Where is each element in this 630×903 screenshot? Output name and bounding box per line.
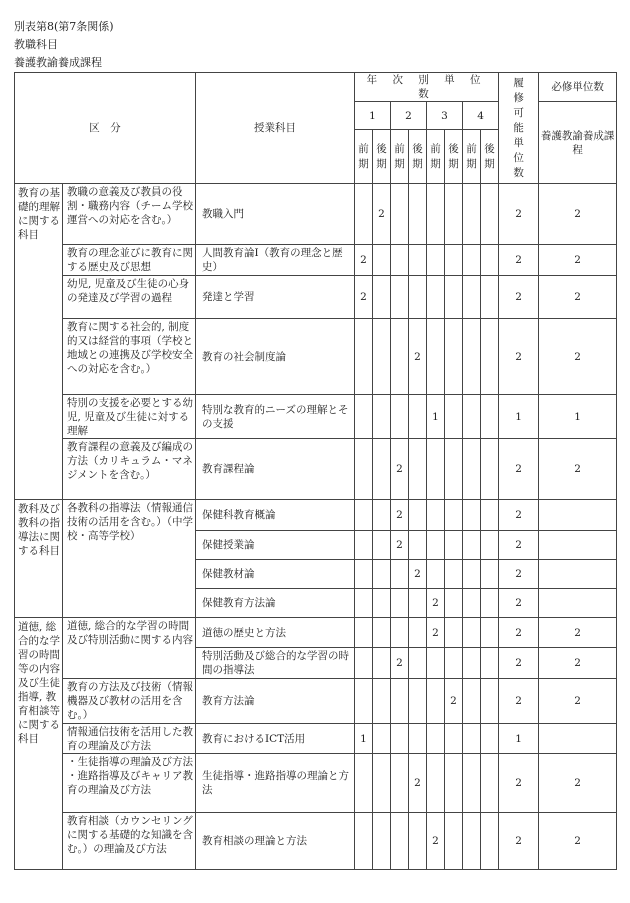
category-cell: 教育の基礎的理解に関する科目	[15, 184, 63, 500]
semester-credit	[481, 439, 499, 500]
semester-credit	[481, 245, 499, 276]
item-description: ・生徒指導の理論及び方法 ・進路指導及びキャリア教育の理論及び方法	[63, 754, 196, 813]
required-credits: 1	[539, 395, 617, 439]
subject-name: 保健教材論	[196, 560, 355, 589]
header-subject: 授業科目	[196, 73, 355, 184]
semester-credit	[355, 395, 373, 439]
semester-credit	[373, 754, 391, 813]
semester-credit	[373, 560, 391, 589]
semester-credit	[427, 754, 445, 813]
semester-credit	[391, 724, 409, 754]
semester-credit: 2	[409, 560, 427, 589]
semester-credit	[373, 245, 391, 276]
semester-credit	[463, 439, 481, 500]
semester-credit	[409, 500, 427, 531]
semester-credit	[427, 439, 445, 500]
table-row	[15, 439, 617, 500]
required-credits: 2	[539, 618, 617, 648]
semester-credit	[463, 184, 481, 245]
semester-credit	[463, 245, 481, 276]
available-credits: 1	[499, 395, 539, 439]
available-credits: 2	[499, 319, 539, 395]
table-row	[15, 618, 617, 648]
semester-credit	[445, 276, 463, 319]
required-credits: 2	[539, 648, 617, 679]
semester-credit	[409, 589, 427, 618]
available-credits: 2	[499, 245, 539, 276]
semester-credit: 1	[355, 724, 373, 754]
semester-credit	[391, 184, 409, 245]
semester-credit: 2	[445, 679, 463, 724]
semester-credit	[391, 679, 409, 724]
semester-credit	[463, 618, 481, 648]
available-credits: 2	[499, 754, 539, 813]
semester-credit: 2	[391, 500, 409, 531]
curriculum-table	[14, 72, 617, 870]
semester-credit	[409, 618, 427, 648]
table-row	[15, 724, 617, 754]
available-credits: 1	[499, 724, 539, 754]
item-description: 道徳, 総合的な学習の時間及び特別活動に関する内容	[63, 618, 196, 679]
subject-name: 特別活動及び総合的な学習の時間の指導法	[196, 648, 355, 679]
available-credits: 2	[499, 439, 539, 500]
item-description: 情報通信技術を活用した教育の理論及び方法	[63, 724, 196, 754]
semester-credit	[391, 560, 409, 589]
semester-credit	[391, 395, 409, 439]
header-semester: 前期	[463, 130, 481, 184]
semester-credit: 1	[427, 395, 445, 439]
subject-name: 道徳の歴史と方法	[196, 618, 355, 648]
semester-credit	[481, 276, 499, 319]
semester-credit	[427, 245, 445, 276]
semester-credit	[463, 319, 481, 395]
required-credits	[539, 560, 617, 589]
subject-name: 教育方法論	[196, 679, 355, 724]
semester-credit	[445, 813, 463, 870]
semester-credit	[427, 276, 445, 319]
semester-credit	[463, 589, 481, 618]
semester-credit: 2	[391, 648, 409, 679]
semester-credit	[481, 754, 499, 813]
subject-name: 保健授業論	[196, 531, 355, 560]
semester-credit	[481, 184, 499, 245]
semester-credit	[427, 648, 445, 679]
header-year-3: 3	[427, 102, 463, 130]
semester-credit	[409, 395, 427, 439]
semester-credit: 2	[391, 531, 409, 560]
semester-credit	[355, 531, 373, 560]
semester-credit	[445, 724, 463, 754]
header-semester: 後期	[409, 130, 427, 184]
semester-credit	[463, 813, 481, 870]
header-available-credits: 履修可能単位数	[499, 73, 539, 184]
semester-credit	[481, 679, 499, 724]
item-description: 教職の意義及び教員の役割・職務内容（チーム学校運営への対応を含む。）	[63, 184, 196, 245]
available-credits: 2	[499, 648, 539, 679]
item-description: 教育相談（カウンセリングに関する基礎的な知識を含む。）の理論及び方法	[63, 813, 196, 870]
semester-credit	[355, 618, 373, 648]
table-row	[15, 754, 617, 813]
semester-credit	[463, 395, 481, 439]
category-cell: 教科及び教科の指導法に関する科目	[15, 500, 63, 618]
semester-credit	[481, 813, 499, 870]
required-credits	[539, 531, 617, 560]
available-credits: 2	[499, 813, 539, 870]
header-year-4: 4	[463, 102, 499, 130]
required-credits: 2	[539, 184, 617, 245]
semester-credit	[445, 560, 463, 589]
semester-credit	[445, 754, 463, 813]
semester-credit	[391, 813, 409, 870]
semester-credit	[373, 439, 391, 500]
semester-credit	[463, 276, 481, 319]
table-row	[15, 395, 617, 439]
header-required-course: 養護教諭養成課程	[539, 102, 617, 184]
header-year-1: 1	[355, 102, 391, 130]
item-description: 特別の支援を必要とする幼児, 児童及び生徒に対する理解	[63, 395, 196, 439]
subject-name: 教職入門	[196, 184, 355, 245]
semester-credit	[391, 618, 409, 648]
header-semester: 後期	[445, 130, 463, 184]
semester-credit	[409, 184, 427, 245]
table-row	[15, 245, 617, 276]
semester-credit	[373, 531, 391, 560]
semester-credit	[445, 319, 463, 395]
semester-credit	[481, 560, 499, 589]
available-credits: 2	[499, 560, 539, 589]
required-credits: 2	[539, 679, 617, 724]
table-row	[15, 184, 617, 245]
semester-credit	[409, 276, 427, 319]
semester-credit	[355, 813, 373, 870]
header-year-2: 2	[391, 102, 427, 130]
required-credits: 2	[539, 754, 617, 813]
semester-credit: 2	[373, 184, 391, 245]
semester-credit: 2	[427, 589, 445, 618]
header-required-credits: 必修単位数	[539, 73, 617, 102]
required-credits	[539, 589, 617, 618]
item-description: 教育課程の意義及び編成の方法（カリキュラム・マネジメントを含む。）	[63, 439, 196, 500]
semester-credit: 2	[355, 245, 373, 276]
semester-credit	[355, 560, 373, 589]
semester-credit	[427, 319, 445, 395]
semester-credit: 2	[409, 754, 427, 813]
semester-credit	[463, 724, 481, 754]
table-number: 別表第8(第7条関係)	[14, 20, 114, 33]
subject-name: 保健教育方法論	[196, 589, 355, 618]
semester-credit	[445, 500, 463, 531]
semester-credit	[373, 813, 391, 870]
available-credits: 2	[499, 531, 539, 560]
semester-credit	[445, 531, 463, 560]
semester-credit	[463, 679, 481, 724]
semester-credit	[481, 589, 499, 618]
semester-credit	[445, 245, 463, 276]
subject-name: 教育相談の理論と方法	[196, 813, 355, 870]
semester-credit	[445, 618, 463, 648]
semester-credit	[409, 245, 427, 276]
available-credits: 2	[499, 276, 539, 319]
required-credits: 2	[539, 439, 617, 500]
header-semester: 後期	[481, 130, 499, 184]
required-credits: 2	[539, 276, 617, 319]
header-semester: 後期	[373, 130, 391, 184]
semester-credit	[409, 724, 427, 754]
semester-credit: 2	[355, 276, 373, 319]
semester-credit	[481, 618, 499, 648]
item-description: 教育の理念並びに教育に関する歴史及び思想	[63, 245, 196, 276]
semester-credit	[373, 589, 391, 618]
semester-credit	[373, 679, 391, 724]
item-description: 教育に関する社会的, 制度的又は経営的事項（学校と地域との連携及び学校安全への対応を含む。）	[63, 319, 196, 395]
semester-credit	[463, 754, 481, 813]
semester-credit	[355, 500, 373, 531]
subject-name: 人間教育論Ⅰ（教育の理念と歴史）	[196, 245, 355, 276]
semester-credit	[373, 319, 391, 395]
semester-credit	[481, 500, 499, 531]
semester-credit	[481, 395, 499, 439]
semester-credit	[481, 319, 499, 395]
header-semester: 前期	[391, 130, 409, 184]
subject-name: 教育の社会制度論	[196, 319, 355, 395]
required-credits: 2	[539, 813, 617, 870]
header-semester: 前期	[427, 130, 445, 184]
header-division: 区 分	[15, 73, 196, 184]
semester-credit	[373, 724, 391, 754]
item-description: 各教科の指導法（情報通信技術の活用を含む。）（中学校・高等学校）	[63, 500, 196, 618]
semester-credit	[427, 184, 445, 245]
semester-credit	[463, 531, 481, 560]
semester-credit	[373, 395, 391, 439]
semester-credit	[409, 679, 427, 724]
semester-credit	[355, 589, 373, 618]
semester-credit	[355, 439, 373, 500]
category-cell: 道徳, 総合的な学習の時間等の内容及び生徒指導, 教育相談等に関する科目	[15, 618, 63, 870]
header-semester: 前期	[355, 130, 373, 184]
table-row	[15, 679, 617, 724]
table-row	[15, 813, 617, 870]
available-credits: 2	[499, 679, 539, 724]
semester-credit	[373, 648, 391, 679]
semester-credit	[481, 531, 499, 560]
semester-credit	[445, 589, 463, 618]
table-row	[15, 500, 617, 531]
semester-credit	[355, 648, 373, 679]
semester-credit	[463, 500, 481, 531]
semester-credit	[427, 724, 445, 754]
semester-credit: 2	[427, 813, 445, 870]
semester-credit	[373, 618, 391, 648]
semester-credit	[427, 560, 445, 589]
item-description: 教育の方法及び技術（情報機器及び教材の活用を含む。）	[63, 679, 196, 724]
semester-credit	[373, 276, 391, 319]
semester-credit	[427, 679, 445, 724]
required-credits	[539, 500, 617, 531]
semester-credit	[481, 648, 499, 679]
semester-credit	[463, 648, 481, 679]
semester-credit	[391, 245, 409, 276]
subject-name: 発達と学習	[196, 276, 355, 319]
semester-credit	[427, 531, 445, 560]
semester-credit	[481, 724, 499, 754]
semester-credit	[409, 531, 427, 560]
semester-credit	[409, 813, 427, 870]
semester-credit	[355, 754, 373, 813]
semester-credit	[463, 560, 481, 589]
semester-credit	[391, 589, 409, 618]
semester-credit	[391, 276, 409, 319]
subject-name: 教育課程論	[196, 439, 355, 500]
subject-name: 教育におけるICT活用	[196, 724, 355, 754]
subject-name: 特別な教育的ニーズの理解とその支援	[196, 395, 355, 439]
available-credits: 2	[499, 618, 539, 648]
item-description: 幼児, 児童及び生徒の心身の発達及び学習の過程	[63, 276, 196, 319]
category-title: 教職科目	[14, 38, 58, 51]
subject-name: 生徒指導・進路指導の理論と方法	[196, 754, 355, 813]
semester-credit	[445, 184, 463, 245]
available-credits: 2	[499, 589, 539, 618]
required-credits: 2	[539, 319, 617, 395]
semester-credit: 2	[427, 618, 445, 648]
semester-credit	[355, 184, 373, 245]
semester-credit	[373, 500, 391, 531]
course-title: 養護教諭養成課程	[14, 56, 102, 69]
available-credits: 2	[499, 500, 539, 531]
table-row	[15, 319, 617, 395]
semester-credit	[355, 319, 373, 395]
available-credits: 2	[499, 184, 539, 245]
semester-credit	[427, 500, 445, 531]
semester-credit	[445, 395, 463, 439]
required-credits	[539, 724, 617, 754]
subject-name: 保健科教育概論	[196, 500, 355, 531]
table-row	[15, 276, 617, 319]
semester-credit	[445, 648, 463, 679]
semester-credit	[409, 648, 427, 679]
semester-credit	[391, 754, 409, 813]
semester-credit	[355, 679, 373, 724]
semester-credit	[409, 439, 427, 500]
semester-credit: 2	[409, 319, 427, 395]
semester-credit	[445, 439, 463, 500]
header-year-credits: 年 次 別 単 位 数	[355, 73, 499, 102]
semester-credit: 2	[391, 439, 409, 500]
semester-credit	[391, 319, 409, 395]
required-credits: 2	[539, 245, 617, 276]
